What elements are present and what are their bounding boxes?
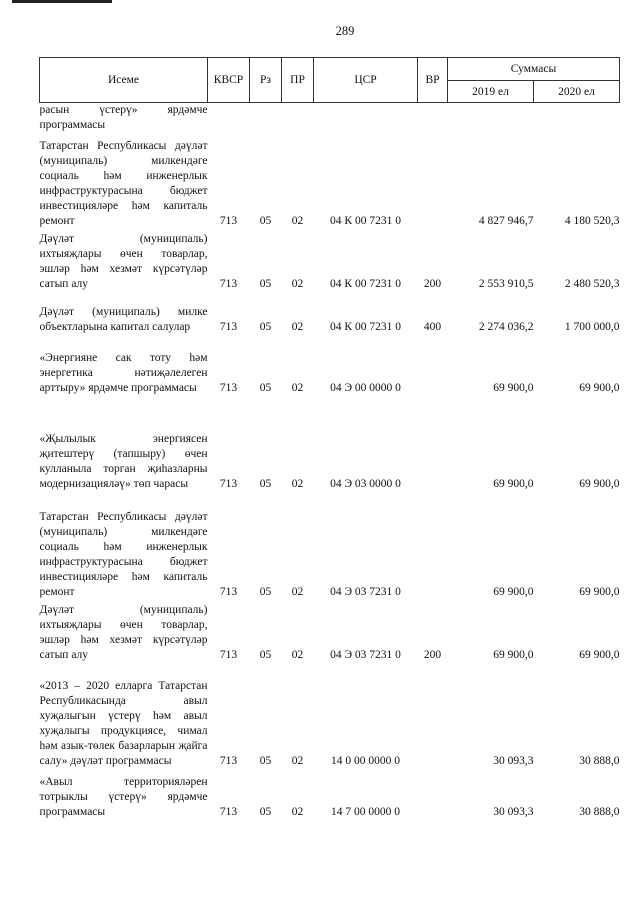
row-sum-2019: 4 827 946,7 bbox=[478, 215, 534, 227]
row-kvsr: 713 bbox=[219, 649, 238, 661]
row-name: «2013 – 2020 елларга Татарстан Республикасында авыл хуҗалыгын үстерү һәм авыл хуҗалыгы продукциясе, чимал һәм азык-төлек базарларын җайга салу» дәүләт программасы bbox=[39, 680, 208, 767]
header-pr: ПР bbox=[282, 58, 314, 103]
budget-table bbox=[39, 57, 620, 823]
row-sum-2020: 30 888,0 bbox=[579, 755, 620, 767]
row-rz: 05 bbox=[259, 278, 272, 290]
table-row bbox=[40, 295, 620, 338]
row-rz: 05 bbox=[259, 586, 272, 598]
row-pr: 02 bbox=[291, 278, 304, 290]
row-vr: 400 bbox=[423, 321, 442, 333]
table-row bbox=[40, 103, 620, 137]
row-kvsr: 713 bbox=[219, 215, 238, 227]
row-name: «Авыл территорияләрен тотрыклы үстерү» ярдәмче программасы bbox=[39, 776, 208, 818]
row-kvsr: 713 bbox=[219, 755, 238, 767]
row-rz: 05 bbox=[259, 382, 272, 394]
row-name: Татарстан Республикасы дәүләт (муниципаль) милкендәге социаль һәм инженерлык инфраструктурасына бюджет инвестицияләре һәм капиталь ремонт bbox=[39, 511, 208, 598]
row-csr: 04 К 00 7231 0 bbox=[330, 215, 401, 227]
row-rz: 05 bbox=[259, 755, 272, 767]
row-sum-2019: 69 900,0 bbox=[493, 478, 534, 490]
row-sum-2020 bbox=[534, 103, 620, 137]
row-pr: 02 bbox=[291, 215, 304, 227]
row-name: Дәүләт (муниципаль) ихтыяҗлары өчен товарлар, эшләр һәм хезмәт күрсәтүләр сатып алу bbox=[39, 233, 208, 290]
row-sum-2019: 2 274 036,2 bbox=[478, 321, 534, 333]
table-row bbox=[40, 232, 620, 295]
row-pr: 02 bbox=[291, 586, 304, 598]
row-name: «Энергияне сак тоту һәм энергетика нәтиҗәлелеген арттыру» ярдәмче программасы bbox=[39, 352, 208, 394]
row-vr bbox=[418, 666, 448, 772]
row-vr: 200 bbox=[423, 649, 442, 661]
row-sum-2020: 69 900,0 bbox=[579, 586, 620, 598]
row-name: Дәүләт (муниципаль) милке объектларына капитал салулар bbox=[39, 306, 208, 333]
row-sum-2019 bbox=[448, 103, 534, 137]
row-sum-2019: 69 900,0 bbox=[493, 649, 534, 661]
row-csr: 14 0 00 0000 0 bbox=[331, 755, 400, 767]
row-kvsr: 713 bbox=[219, 478, 238, 490]
row-vr bbox=[418, 772, 448, 823]
row-vr: 200 bbox=[423, 278, 442, 290]
page-number: 289 bbox=[335, 24, 355, 38]
row-sum-2020: 2 480 520,3 bbox=[564, 278, 620, 290]
row-name: расын үстерү» ярдәмче программасы bbox=[39, 104, 208, 131]
row-csr: 04 Э 00 0000 0 bbox=[330, 382, 401, 394]
header-csr: ЦСР bbox=[314, 58, 418, 103]
row-name: Татарстан Республикасы дәүләт (муниципаль) милкендәге социаль һәм инженерлык инфраструктурасына бюджет инвестицияләре һәм капиталь ремонт bbox=[39, 140, 208, 227]
row-name: «Җылылык энергиясен җитештерү (тапшыру) өчен кулланыла торган җиһазларны модернизацияләү» төп чарасы bbox=[39, 433, 208, 490]
row-vr bbox=[418, 338, 448, 399]
row-pr: 02 bbox=[291, 649, 304, 661]
row-kvsr bbox=[208, 103, 250, 137]
top-rule bbox=[12, 0, 112, 3]
row-pr: 02 bbox=[291, 321, 304, 333]
row-rz: 05 bbox=[259, 321, 272, 333]
row-pr: 02 bbox=[291, 806, 304, 818]
row-pr: 02 bbox=[291, 382, 304, 394]
table-row bbox=[40, 603, 620, 666]
row-kvsr: 713 bbox=[219, 321, 238, 333]
row-sum-2020: 4 180 520,3 bbox=[564, 215, 620, 227]
row-sum-2019: 30 093,3 bbox=[493, 806, 534, 818]
header-vr: ВР bbox=[418, 58, 448, 103]
row-rz: 05 bbox=[259, 649, 272, 661]
row-csr: 04 Э 03 7231 0 bbox=[330, 649, 401, 661]
row-name: Дәүләт (муниципаль) ихтыяҗлары өчен товарлар, эшләр һәм хезмәт күрсәтүләр сатып алу bbox=[39, 604, 208, 661]
row-kvsr: 713 bbox=[219, 382, 238, 394]
table-row bbox=[40, 495, 620, 603]
row-sum-2020: 1 700 000,0 bbox=[564, 321, 620, 333]
row-sum-2019: 30 093,3 bbox=[493, 755, 534, 767]
table-row bbox=[40, 136, 620, 232]
row-sum-2019: 2 553 910,5 bbox=[478, 278, 534, 290]
row-csr bbox=[314, 103, 418, 137]
table-row bbox=[40, 666, 620, 772]
row-pr: 02 bbox=[291, 755, 304, 767]
row-sum-2020: 69 900,0 bbox=[579, 478, 620, 490]
header-year-2020: 2020 ел bbox=[534, 81, 620, 103]
table-row bbox=[40, 772, 620, 823]
row-sum-2020: 69 900,0 bbox=[579, 649, 620, 661]
table-row bbox=[40, 338, 620, 399]
row-csr: 04 Э 03 0000 0 bbox=[330, 478, 401, 490]
row-kvsr: 713 bbox=[219, 278, 238, 290]
row-pr bbox=[282, 103, 314, 137]
row-vr bbox=[418, 103, 448, 137]
row-sum-2020: 69 900,0 bbox=[579, 382, 620, 394]
row-kvsr: 713 bbox=[219, 806, 238, 818]
table-row bbox=[40, 399, 620, 495]
row-sum-2019: 69 900,0 bbox=[493, 586, 534, 598]
row-kvsr: 713 bbox=[219, 586, 238, 598]
header-kvsr: КВСР bbox=[208, 58, 250, 103]
row-sum-2020: 30 888,0 bbox=[579, 806, 620, 818]
row-csr: 04 К 00 7231 0 bbox=[330, 278, 401, 290]
header-year-2019: 2019 ел bbox=[448, 81, 534, 103]
row-vr bbox=[418, 495, 448, 603]
row-csr: 04 К 00 7231 0 bbox=[330, 321, 401, 333]
row-rz: 05 bbox=[259, 478, 272, 490]
row-sum-2019: 69 900,0 bbox=[493, 382, 534, 394]
header-rz: Рз bbox=[250, 58, 282, 103]
header-name: Исеме bbox=[40, 58, 208, 103]
row-rz bbox=[250, 103, 282, 137]
row-pr: 02 bbox=[291, 478, 304, 490]
row-csr: 04 Э 03 7231 0 bbox=[330, 586, 401, 598]
row-rz: 05 bbox=[259, 806, 272, 818]
row-rz: 05 bbox=[259, 215, 272, 227]
row-csr: 14 7 00 0000 0 bbox=[331, 806, 400, 818]
row-vr bbox=[418, 136, 448, 232]
row-vr bbox=[418, 399, 448, 495]
header-sums: Суммасы bbox=[448, 58, 620, 81]
